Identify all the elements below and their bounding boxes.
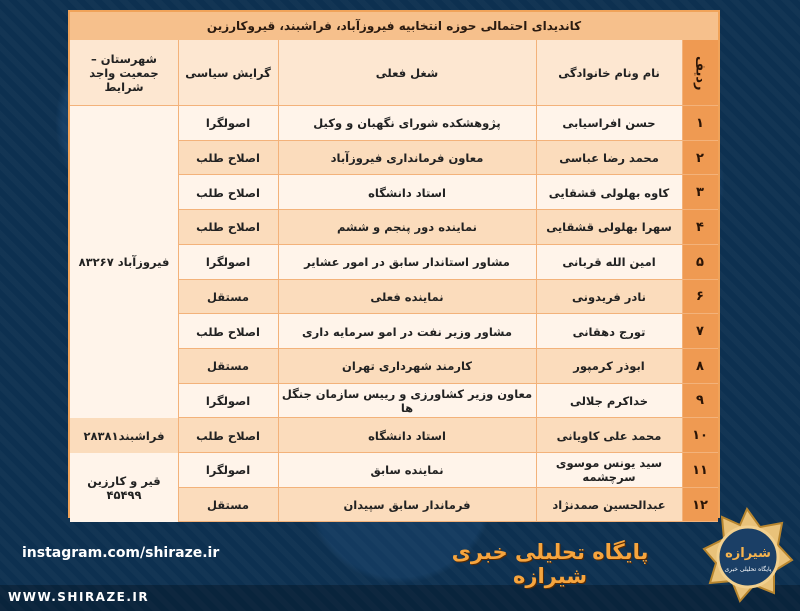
political-orientation: اصولگرا [178,453,278,488]
political-orientation: مستقل [178,488,278,523]
city-firuzabad: فیروزآباد ۸۳۲۶۷ [70,106,178,418]
column-divider [536,40,537,522]
candidates-table [68,10,720,518]
site-title: پایگاه تحلیلی خبری شیرازه [451,540,649,588]
candidate-name: عبدالحسین صمدنژاد [536,488,682,523]
row-number: ۲ [682,141,718,176]
current-job: نماینده دور پنجم و ششم [278,210,536,245]
header-name: نام ونام خانوادگی [536,40,682,106]
header-divider [70,105,718,106]
candidate-name: محمد رضا عباسی [536,141,682,176]
current-job: نماینده سابق [278,453,536,488]
political-orientation: اصلاح طلب [178,314,278,349]
political-orientation: اصلاح طلب [178,141,278,176]
political-orientation: مستقل [178,349,278,384]
candidate-name: سید یونس موسوی سرچشمه [536,453,682,488]
political-orientation: اصلاح طلب [178,210,278,245]
row-number: ۴ [682,210,718,245]
row-number: ۳ [682,175,718,210]
site-url[interactable]: WWW.SHIRAZE.IR [8,590,150,604]
header-city: شهرستان – جمعیت واجد شرایط [70,40,178,106]
city-farashband: فراشبند۲۸۳۸۱ [70,418,178,453]
column-divider [682,40,683,522]
current-job: معاون وزیر کشاورزی و رییس سازمان جنگل ها [278,384,536,419]
candidate-name: سهرا بهلولی قشقایی [536,210,682,245]
row-number: ۸ [682,349,718,384]
column-divider [178,40,179,522]
candidate-name: امین الله قربانی [536,245,682,280]
current-job: معاون فرمانداری فیروزآباد [278,141,536,176]
candidate-name: نادر فریدونی [536,280,682,315]
row-number: ۵ [682,245,718,280]
row-number: ۱۰ [682,418,718,453]
row-number: ۶ [682,280,718,315]
header-party: گرایش سیاسی [178,40,278,106]
row-number: ۱۲ [682,488,718,523]
candidate-name: حسن افراسیابی [536,106,682,141]
row-number: ۱ [682,106,718,141]
political-orientation: اصولگرا [178,384,278,419]
current-job: مشاور استاندار سابق در امور عشایر [278,245,536,280]
current-job: فرماندار سابق سپیدان [278,488,536,523]
political-orientation: اصلاح طلب [178,175,278,210]
logo-subtext: پایگاه تحلیلی خبری [724,566,772,573]
header-job: شغل فعلی [278,40,536,106]
instagram-link[interactable]: instagram.com/shiraze.ir [22,545,220,561]
candidate-name: تورج دهقانی [536,314,682,349]
political-orientation: اصولگرا [178,245,278,280]
current-job: استاد دانشگاه [278,418,536,453]
political-orientation: اصلاح طلب [178,418,278,453]
row-number: ۷ [682,314,718,349]
city-qirkarzin: قیر و کارزین ۴۵۴۹۹ [70,453,178,522]
row-number: ۹ [682,384,718,419]
current-job: کارمند شهرداری تهران [278,349,536,384]
candidate-name: کاوه بهلولی قشقایی [536,175,682,210]
table-title: کاندیدای احتمالی حوزه انتخابیه فیروزآباد، فراشبند، قیروکارزین [70,12,718,41]
column-divider [278,40,279,522]
candidate-name: خداکرم جلالی [536,384,682,419]
candidate-name: محمد علی کاویانی [536,418,682,453]
current-job: پژوهشکده شورای نگهبان و وکیل [278,106,536,141]
political-orientation: مستقل [178,280,278,315]
shiraze-logo [700,505,795,605]
header-row: ردیف [682,40,718,106]
logo-text: شیرازه [725,546,771,561]
current-job: نماینده فعلی [278,280,536,315]
current-job: مشاور وزیر نفت در امو سرمایه داری [278,314,536,349]
row-divider [178,521,718,522]
candidate-name: ابوذر کرمپور [536,349,682,384]
current-job: استاد دانشگاه [278,175,536,210]
political-orientation: اصولگرا [178,106,278,141]
row-number: ۱۱ [682,453,718,488]
